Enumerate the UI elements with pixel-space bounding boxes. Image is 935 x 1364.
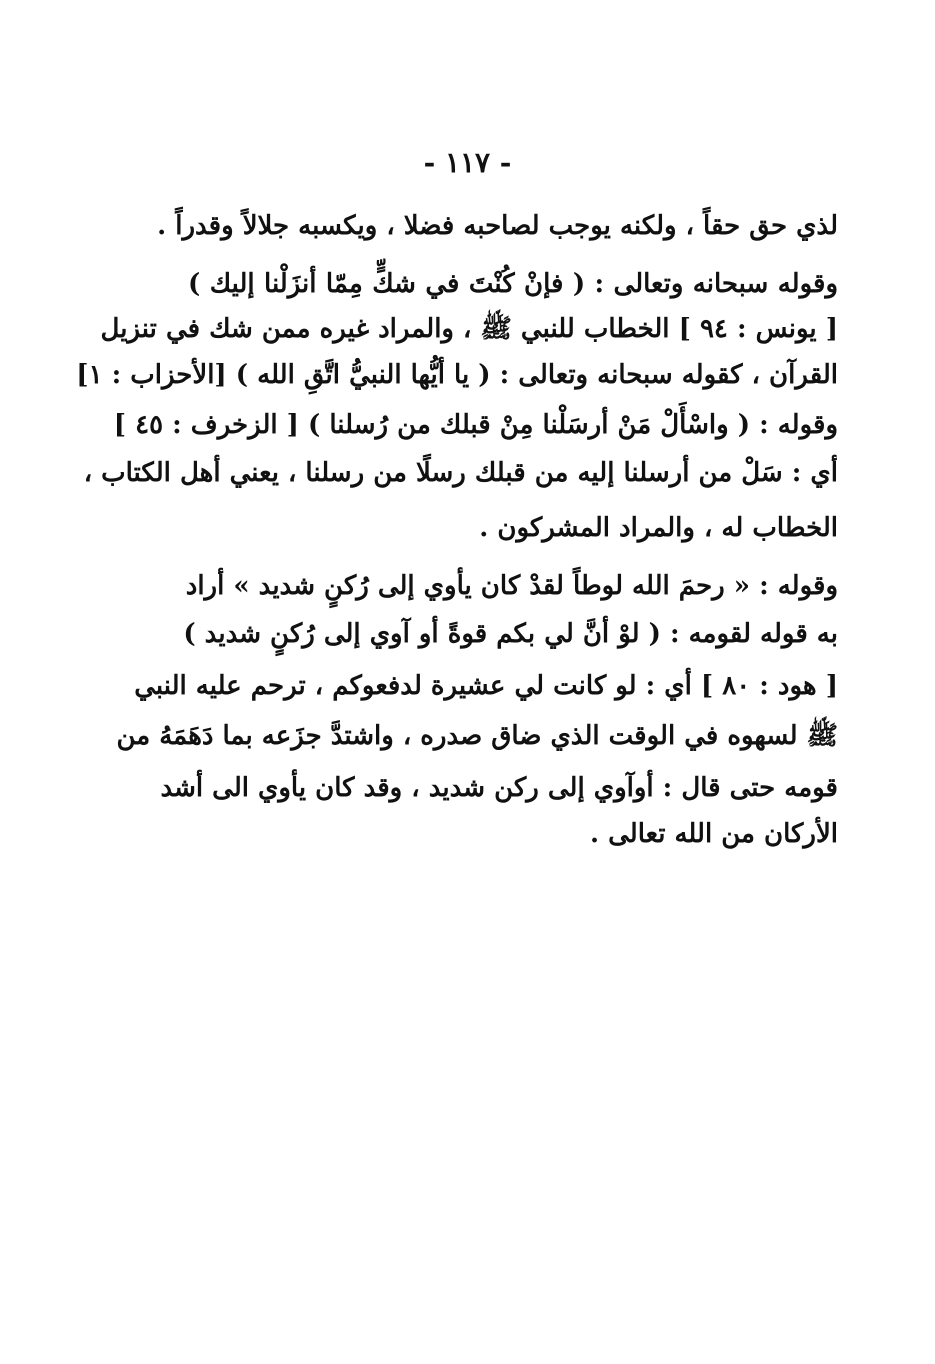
text-line: [ هود : ٨٠ ] أي : لو كانت لي عشيرة لدفعوكم ، ترحم عليه النبي — [134, 671, 838, 701]
text-line: لذي حق حقاً ، ولكنه يوجب لصاحبه فضلا ، ويكسبه جلالاً وقدراً . — [157, 211, 838, 241]
text-line: [ يونس : ٩٤ ] الخطاب للنبي ﷺ ، والمراد غيره ممن شك في تنزيل — [100, 314, 838, 344]
text-line: قومه حتى قال : أوآوي إلى ركن شديد ، وقد كان يأوي الى أشد — [160, 773, 838, 803]
text-line: أي : سَلْ من أرسلنا إليه من قبلك رسلًا من رسلنا ، يعني أهل الكتاب ، — [83, 458, 838, 488]
page-number: - ١١٧ - — [423, 146, 512, 179]
text-line: وقوله سبحانه وتعالى : ( فإنْ كُنْتَ في شكٍّ مِمّا أنزَلْنا إليك ) — [188, 269, 838, 299]
text-line: الأركان من الله تعالى . — [590, 819, 838, 849]
text-line: وقوله : « رحمَ الله لوطاً لقدْ كان يأوي إلى رُكنٍ شديد » أراد — [185, 571, 838, 601]
text-line: الخطاب له ، والمراد المشركون . — [479, 513, 838, 543]
text-line: به قوله لقومه : ( لوْ أنَّ لي بكم قوةً أو آوي إلى رُكنٍ شديد ) — [183, 619, 838, 649]
text-line: ﷺ لسهوه في الوقت الذي ضاق صدره ، واشتدَّ جزَعه بما دَهَمَهُ من — [116, 721, 838, 751]
text-line: وقوله : ( واسْأَلْ مَنْ أرسَلْنا مِنْ قبلك من رُسلنا ) [ الزخرف : ٤٥ ] — [113, 410, 838, 440]
text-line: القرآن ، كقوله سبحانه وتعالى : ( يا أيُّها النبيُّ اتَّقِ الله ) [الأحزاب : ١] — [76, 360, 838, 390]
